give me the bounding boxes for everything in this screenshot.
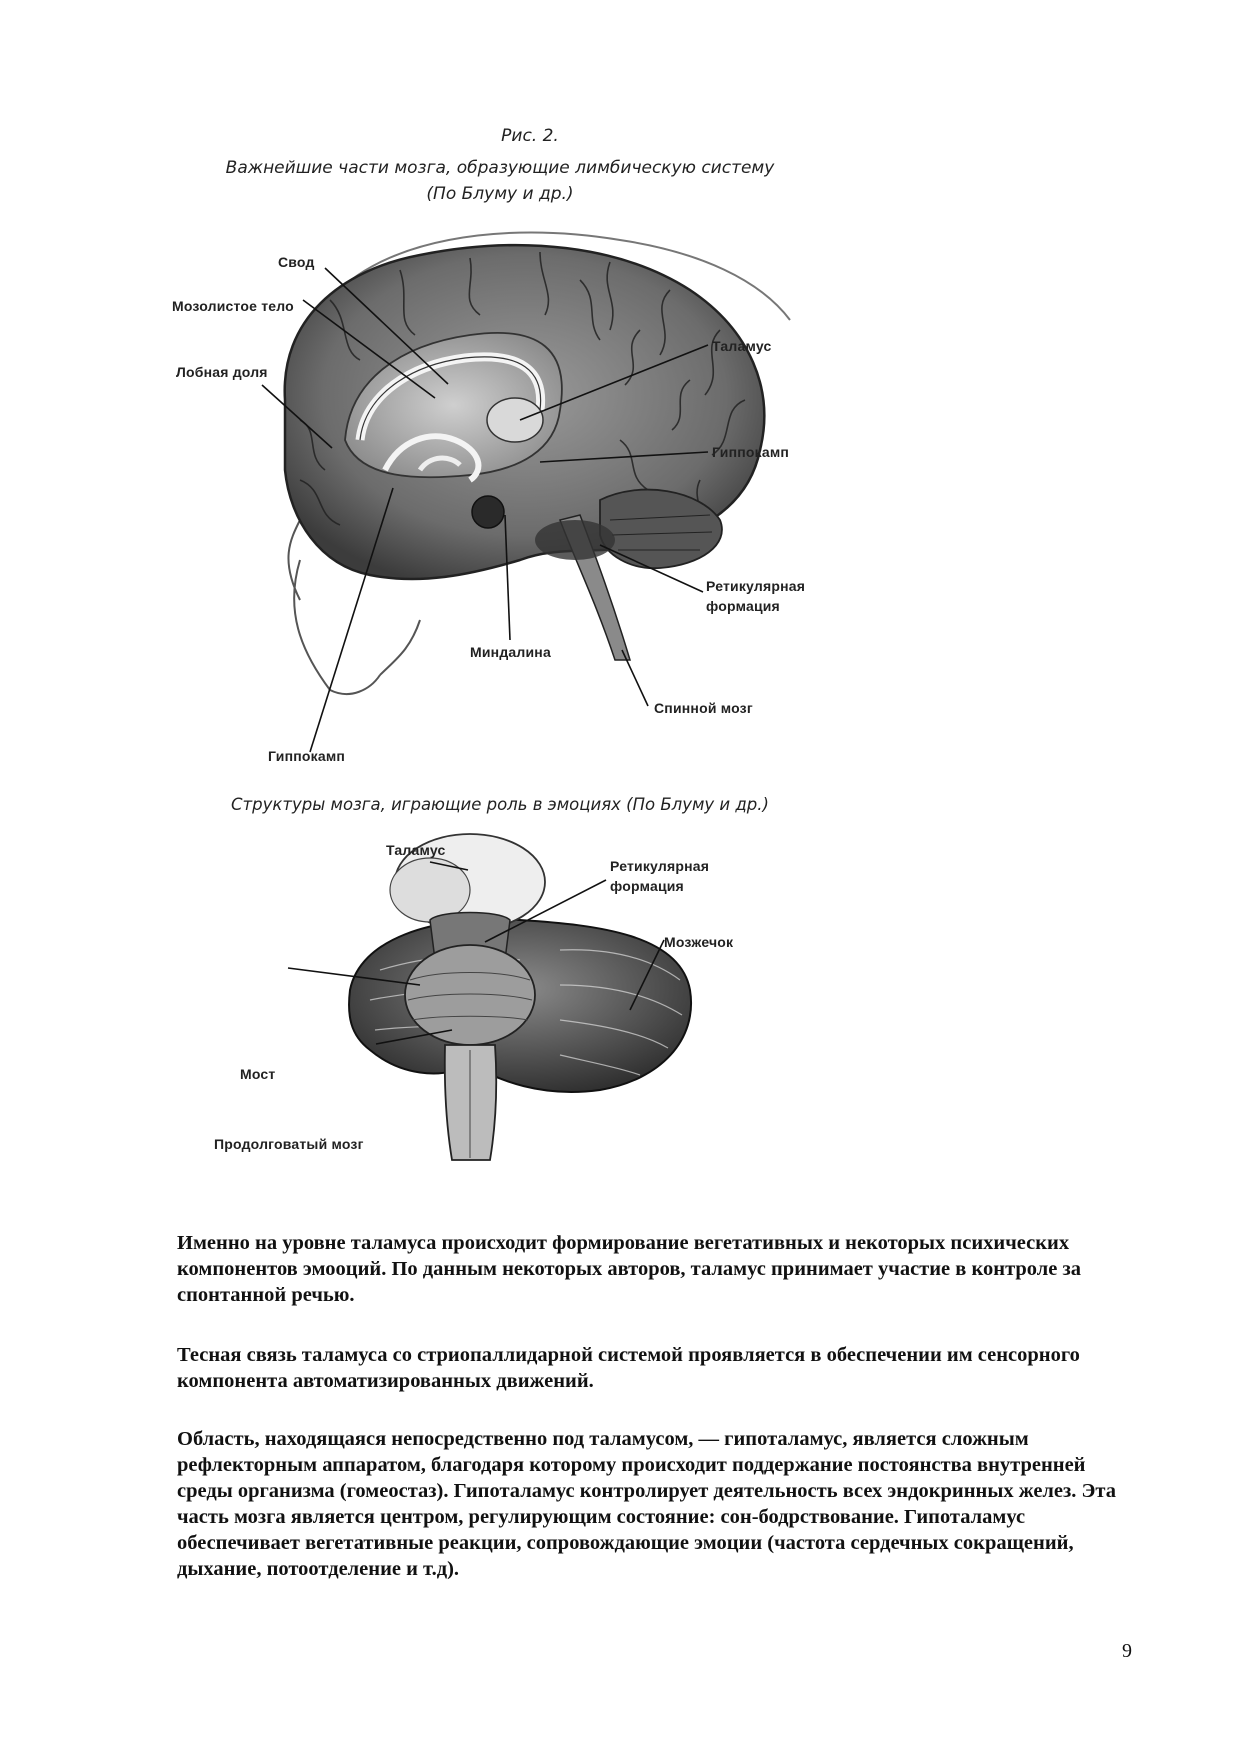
label-mozolistoe-telo: Мозолистое тело — [172, 298, 294, 314]
figure-caption-source: (По Блуму и др.) — [426, 184, 574, 204]
label-svod: Свод — [278, 254, 315, 270]
label2-prodolgovaty-mozg: Продолговатый мозг — [214, 1136, 364, 1152]
label2-retikular-1: Ретикулярная — [610, 858, 710, 874]
figure-number: Рис. 2. — [501, 126, 559, 146]
page-number: 9 — [1122, 1640, 1132, 1662]
paragraph-1: Именно на уровне таламуса происходит формирование вегетативных и некоторых психических компонентов эмооций. По данным некоторых авторов, таламус принимает участие в контроле за спонтанной речью. — [177, 1232, 1081, 1306]
label-talamus: Таламус — [712, 338, 772, 354]
pons — [405, 945, 535, 1045]
label-lobnaya-dolya: Лобная доля — [176, 364, 268, 380]
label-spinnoy-mozg: Спинной мозг — [654, 700, 753, 716]
label2-most: Мост — [240, 1066, 276, 1082]
label2-talamus: Таламус — [386, 842, 446, 858]
label-gippokamp-right: Гиппокамп — [712, 444, 790, 460]
label-retikular-1: Ретикулярная — [706, 578, 806, 594]
figure-caption: Важнейшие части мозга, образующие лимбическую систему — [225, 158, 775, 178]
paragraph-3: Область, находящаяся непосредственно под таламусом, — гипоталамус, является сложным рефлекторным аппаратом, благодаря которому происходит поддержание постоянства внутренней среды организма (гомеостаз). Гипоталамус контролирует деятельность всех эндокринных желез. Эта часть мозга является центром, регулирующим состояние: сон-бодрствование. Гипоталамус обеспечивает вегетативные реакции, сопровождающие эмоции (частота сердечных сокращений, дыхание, потоотделение и т.д). — [177, 1428, 1116, 1580]
thalamus — [487, 398, 543, 442]
figure2-caption: Структуры мозга, играющие роль в эмоциях (По Блуму и др.) — [231, 795, 769, 814]
label-retikular-2: формация — [706, 598, 780, 614]
amygdala — [472, 496, 504, 528]
paragraph-2: Тесная связь таламуса со стриопаллидарной системой проявляется в обеспечении им сенсорного компонента автоматизированных движений. — [177, 1344, 1080, 1392]
label-mindalina: Миндалина — [470, 644, 551, 660]
label2-retikular-2: формация — [610, 878, 684, 894]
label2-mozzhechok: Мозжечок — [664, 934, 734, 950]
medulla — [445, 1045, 496, 1160]
limbic-brain-illustration — [0, 0, 1240, 800]
label-gippokamp-bottom: Гиппокамп — [268, 748, 346, 764]
